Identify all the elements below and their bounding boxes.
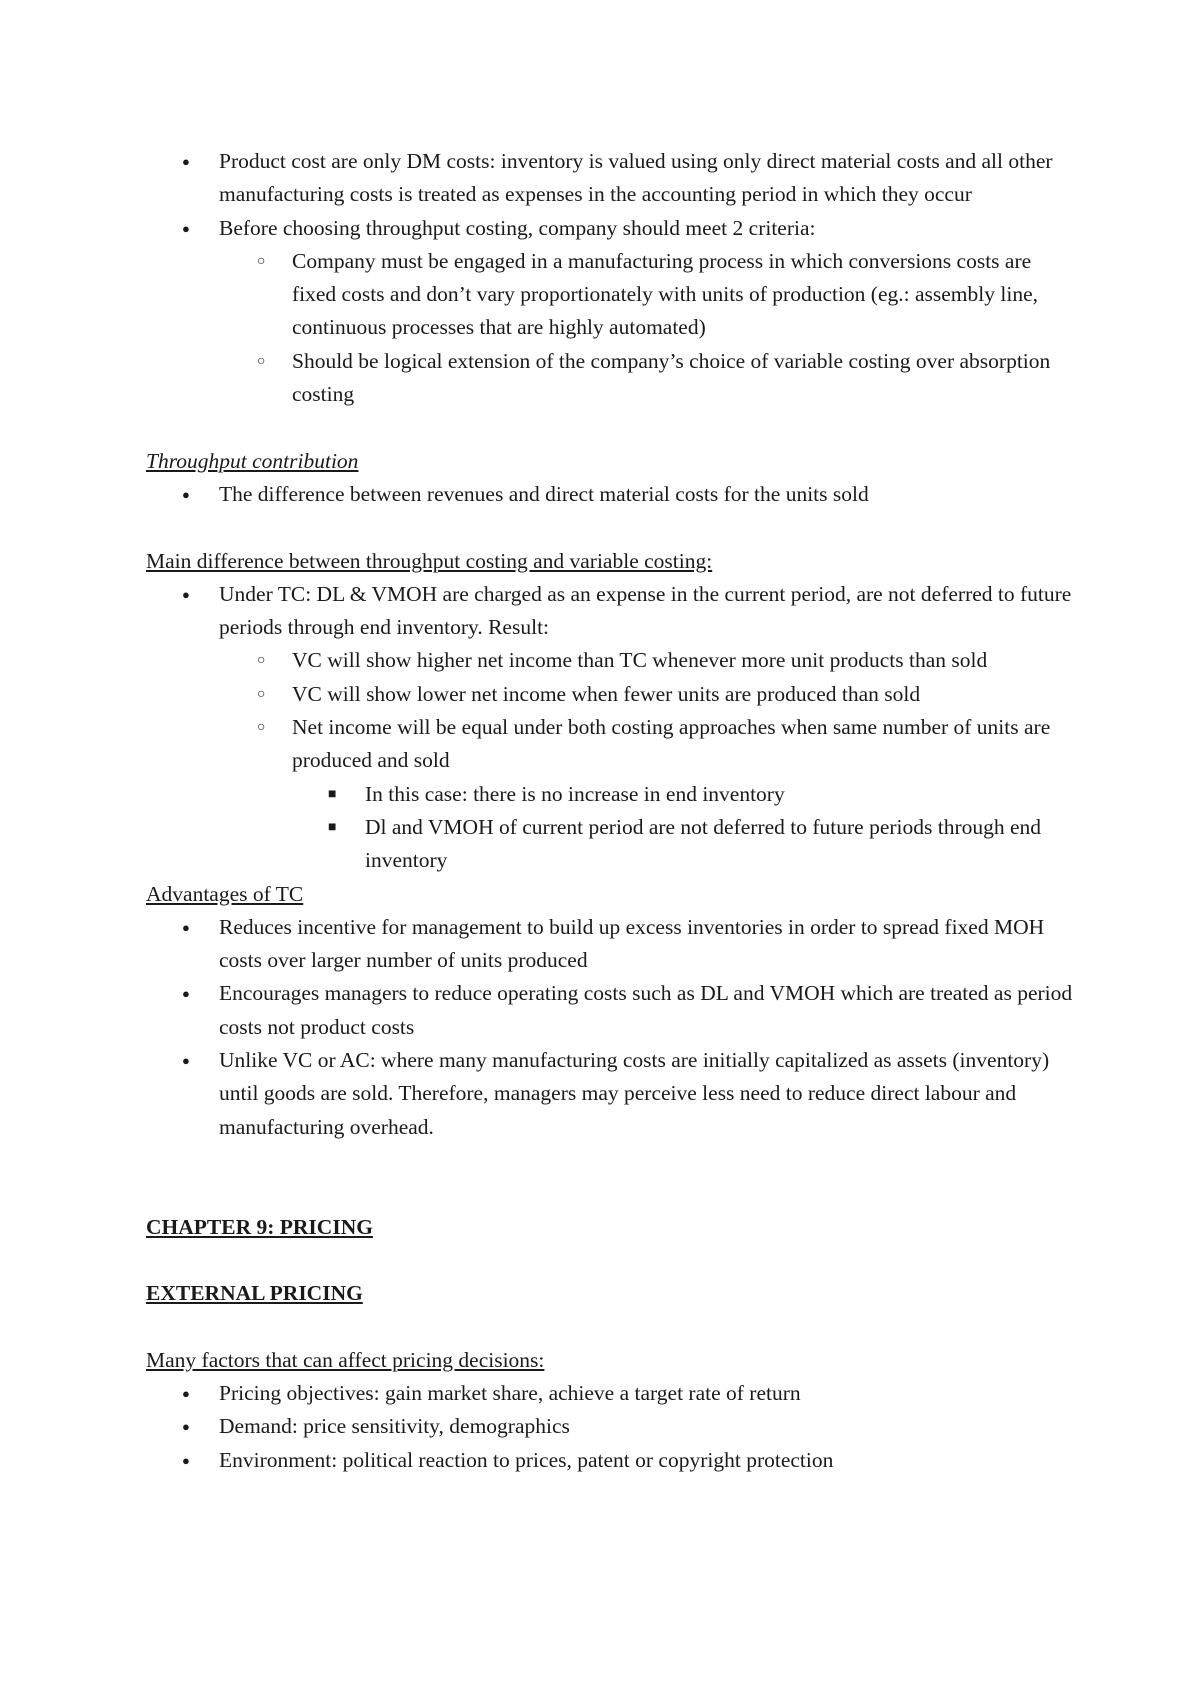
list-item (146, 345, 1076, 412)
list-item (146, 1444, 1076, 1477)
throughput-costing-list (146, 145, 1076, 411)
main-difference-heading: Main difference between throughput costing and variable costing: (146, 548, 713, 573)
list-item (146, 578, 1076, 878)
document-page (146, 145, 1076, 1477)
list-item (146, 212, 1076, 412)
list-item-text: In this case: there is no increase in end inventory (365, 781, 785, 806)
list-item (146, 478, 1076, 511)
list-item-text: Dl and VMOH of current period are not deferred to future periods through end inventory (365, 814, 1042, 873)
list-item (146, 678, 1076, 711)
advantages-list (146, 911, 1076, 1144)
list-item-text: Before choosing throughput costing, company should meet 2 criteria: (219, 215, 816, 240)
main-difference-list (146, 578, 1076, 878)
list-item (146, 711, 1076, 877)
list-item (146, 911, 1076, 978)
section-title: EXTERNAL PRICING (146, 1281, 363, 1306)
list-item-text: The difference between revenues and direct material costs for the units sold (219, 481, 869, 506)
list-item-text: Pricing objectives: gain market share, achieve a target rate of return (219, 1380, 801, 1405)
list-item-text: VC will show lower net income when fewer units are produced than sold (292, 681, 921, 706)
chapter-title: CHAPTER 9: PRICING (146, 1214, 373, 1239)
list-item-text: Unlike VC or AC: where many manufacturing costs are initially capitalized as assets (inventory) until goods are sold. Therefore, managers may perceive less need to reduce direct labour and manufacturing overhead. (219, 1048, 1050, 1139)
list-item (146, 245, 1076, 345)
list-item-text: Reduces incentive for management to build up excess inventories in order to spread fixed MOH costs over larger number of units produced (219, 914, 1045, 973)
throughput-contribution-heading: Throughput contribution (146, 448, 359, 473)
list-item (146, 145, 1076, 212)
list-item-text: Environment: political reaction to prices, patent or copyright protection (219, 1447, 834, 1472)
advantages-heading: Advantages of TC (146, 881, 304, 906)
results-list (219, 644, 1076, 877)
factors-list (146, 1377, 1076, 1477)
list-item (146, 1377, 1076, 1410)
list-item-text: Under TC: DL & VMOH are charged as an expense in the current period, are not deferred to future periods through end inventory. Result: (219, 581, 1072, 640)
list-item-text: Net income will be equal under both costing approaches when same number of units are produced and sold (292, 715, 1051, 773)
list-item (146, 1410, 1076, 1443)
list-item (146, 644, 1076, 677)
list-item-text: Encourages managers to reduce operating costs such as DL and VMOH which are treated as period costs not product costs (219, 981, 1073, 1039)
factors-heading: Many factors that can affect pricing decisions: (146, 1347, 545, 1372)
list-item-text: Should be logical extension of the company’s choice of variable costing over absorption costing (292, 348, 1051, 407)
sub-results-list (292, 778, 1076, 878)
list-item (146, 811, 1076, 878)
throughput-contribution-list (146, 478, 1076, 511)
list-item-text: VC will show higher net income than TC whenever more unit products than sold (292, 648, 988, 673)
list-item (146, 1044, 1076, 1144)
list-item-text: Product cost are only DM costs: inventory is valued using only direct material costs and all other manufacturing costs is treated as expenses in the accounting period in which they occur (219, 149, 1053, 207)
list-item-text: Company must be engaged in a manufacturing process in which conversions costs are fixed costs and don’t vary proportionately with units of production (eg.: assembly line, continuous processes that are highly automated) (292, 248, 1038, 340)
list-item-text: Demand: price sensitivity, demographics (219, 1414, 570, 1439)
list-item (146, 778, 1076, 811)
list-item (146, 977, 1076, 1044)
criteria-list (219, 245, 1076, 411)
